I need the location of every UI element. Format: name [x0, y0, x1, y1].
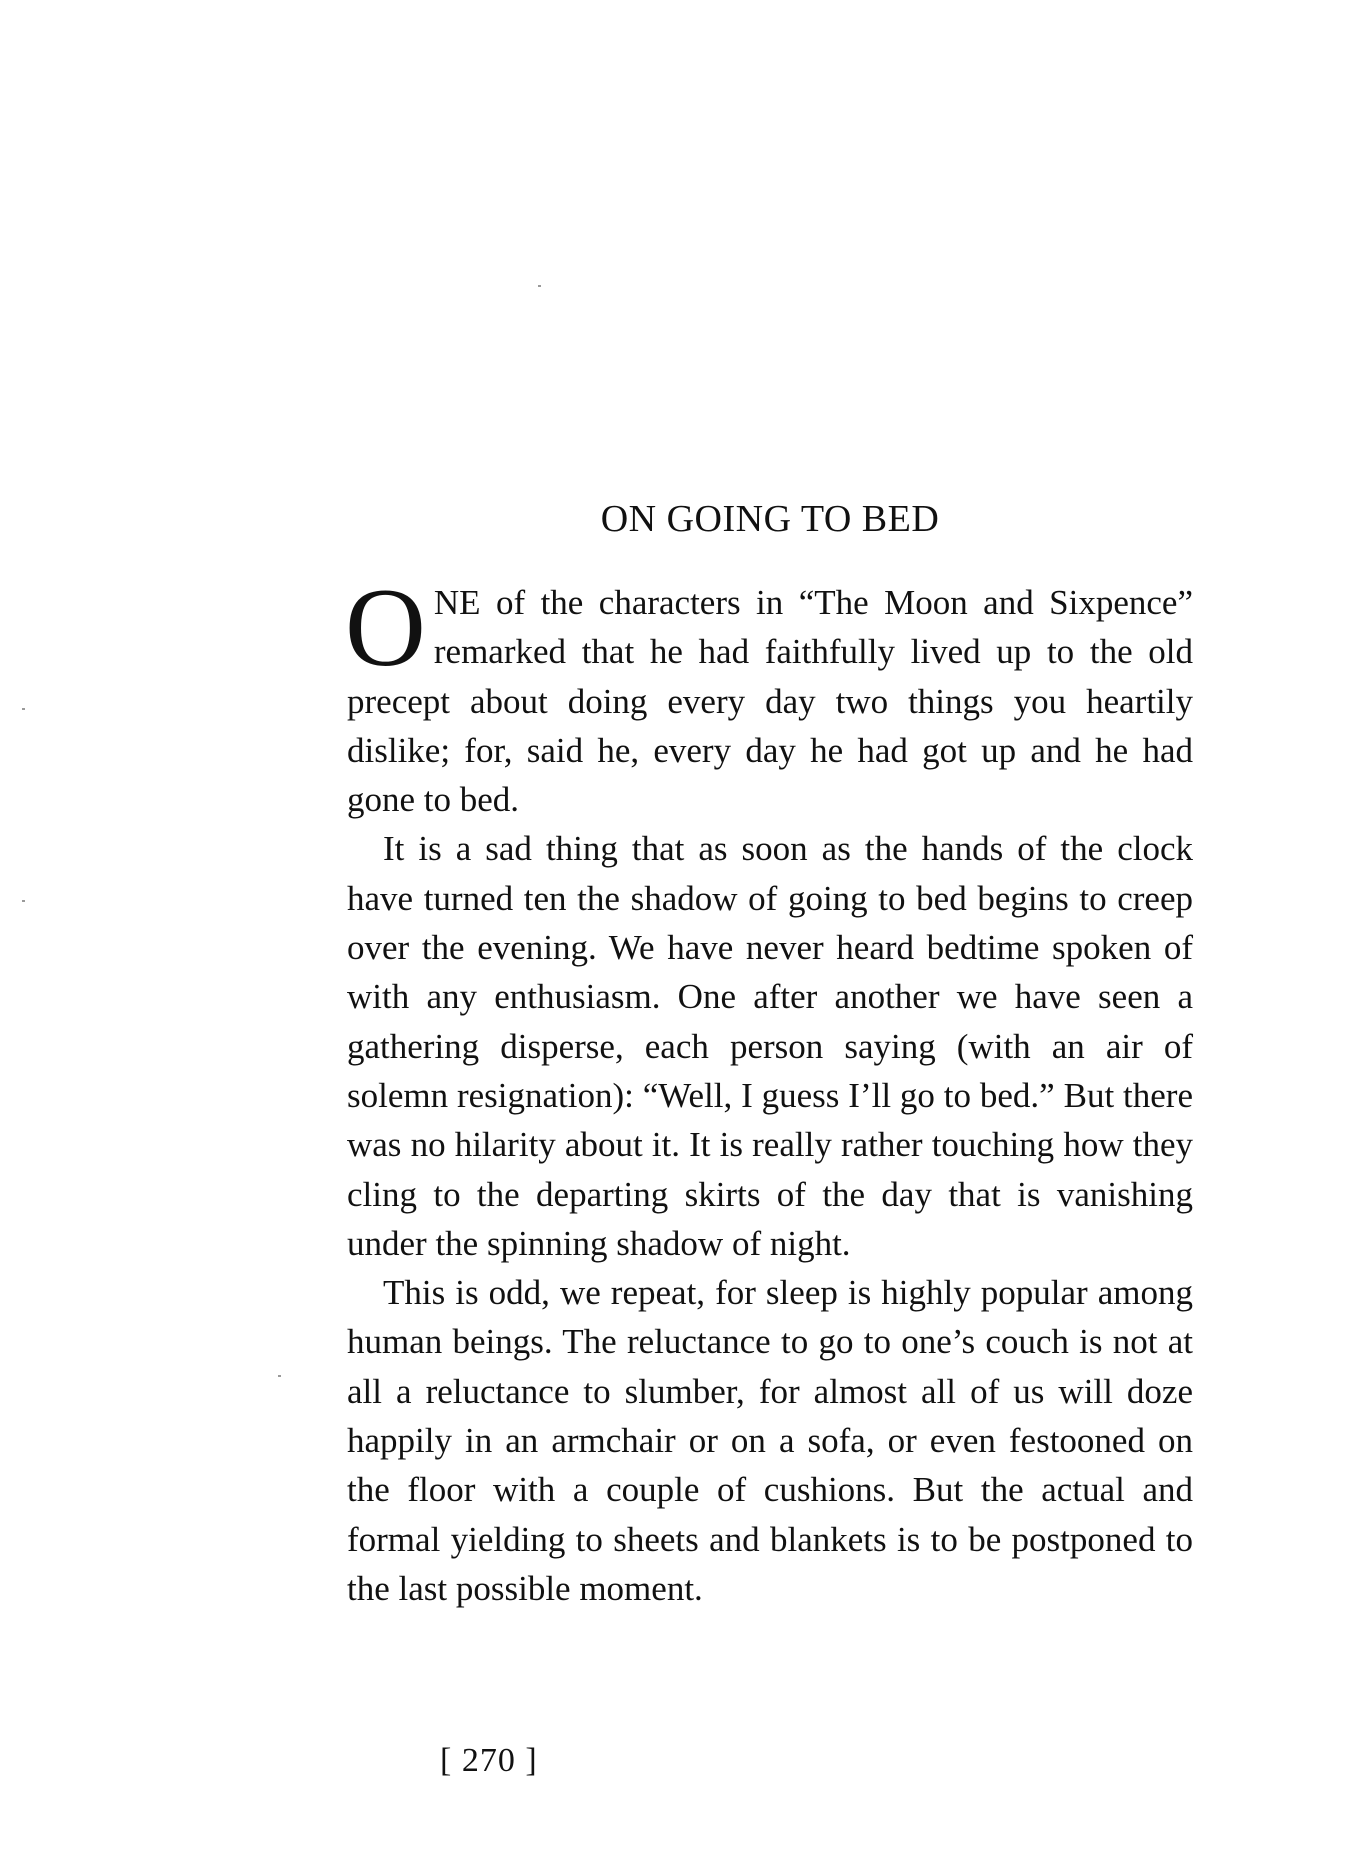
body-text	[345, 566, 1193, 1613]
page-number: [ 270 ]	[440, 1742, 538, 1779]
drop-cap: O	[345, 566, 426, 690]
paragraph-1-text: NE of the characters in “The Moon and Sixpence” remarked that he had faithfully lived up to the old precept about doing every day two things you heartily dislike; for, said he, every day he had got up and he had gone to bed.	[347, 583, 1193, 820]
scan-speck	[22, 708, 25, 710]
scan-speck	[278, 1375, 281, 1377]
scan-speck	[538, 285, 541, 287]
paragraph-2: It is a sad thing that as soon as the hands of the clock have turned ten the shadow of going to bed begins to creep over the evening. We have never heard bedtime spoken of with any enthusiasm. One after another we have seen a gathering disperse, each person saying (with an air of solemn resignation): “Well, I guess I’ll go to bed.” But there was no hilarity about it. It is really rather touching how they cling to the departing skirts of the day that is vanishing under the spinning shadow of night.	[347, 829, 1193, 1263]
paragraph-3: This is odd, we repeat, for sleep is highly popular among human beings. The reluctance to go to one’s couch is not at all a reluctance to slumber, for almost all of us will doze happily in an armchair or on a sofa, or even festooned on the floor with a couple of cushions. But the actual and formal yielding to sheets and blankets is to be postponed to the last possible moment.	[347, 1273, 1193, 1608]
scan-speck	[22, 900, 25, 902]
paragraph-1	[345, 566, 1193, 824]
chapter-title: ON GOING TO BED	[600, 498, 940, 540]
